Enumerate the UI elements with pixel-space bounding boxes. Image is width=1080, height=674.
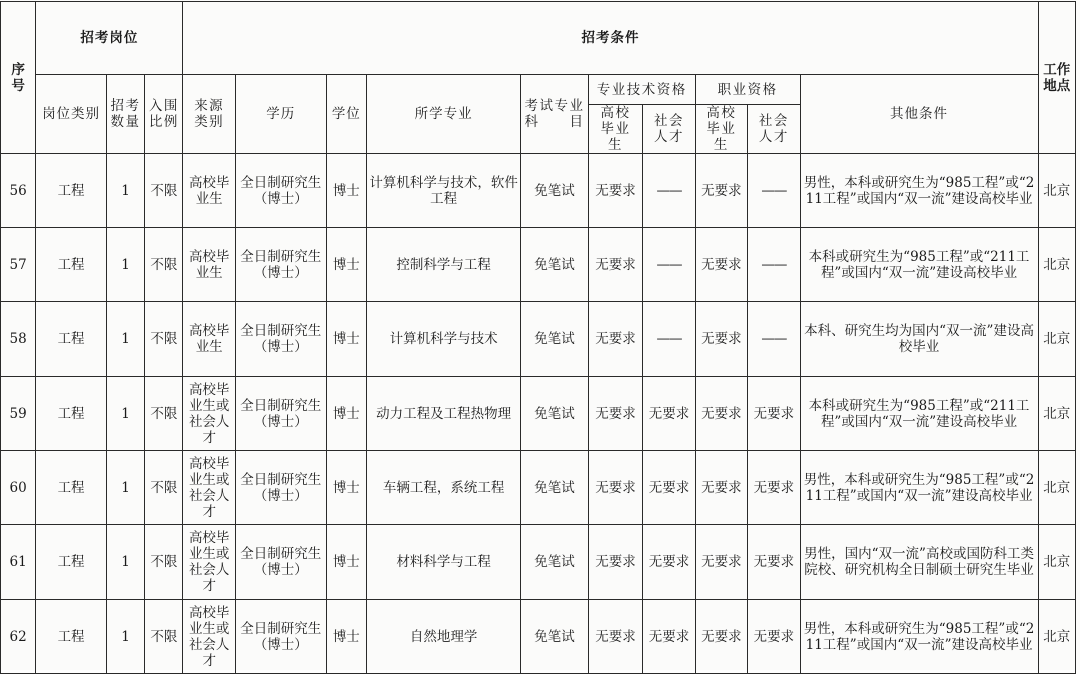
row-seq: 57 bbox=[1, 228, 36, 302]
row-work-location: 北京 bbox=[1038, 154, 1075, 228]
row-position-type: 工程 bbox=[36, 525, 107, 600]
row-work-location: 北京 bbox=[1038, 451, 1075, 525]
row-exam-subject: 免笔试 bbox=[521, 154, 589, 228]
row-major: 计算机科学与技术，软件工程 bbox=[366, 154, 520, 228]
row-exam-subject: 免笔试 bbox=[521, 600, 589, 674]
table-row bbox=[1, 377, 1076, 451]
row-tech-graduate: 无要求 bbox=[588, 154, 642, 228]
row-recruit-count: 1 bbox=[106, 228, 144, 302]
row-tech-social: 无要求 bbox=[643, 451, 695, 525]
work-location-header: 工作地点 bbox=[1038, 2, 1075, 154]
tech-qualification-header: 专业技术资格 bbox=[588, 75, 695, 105]
major-header: 所学专业 bbox=[366, 75, 520, 154]
row-recruit-count: 1 bbox=[106, 154, 144, 228]
row-tech-graduate: 无要求 bbox=[588, 451, 642, 525]
table-row bbox=[1, 228, 1076, 302]
row-degree: 博士 bbox=[326, 451, 366, 525]
row-source-type: 高校毕业生 bbox=[183, 228, 235, 302]
row-source-type: 高校毕业生或社会人才 bbox=[183, 600, 235, 674]
row-tech-social: —— bbox=[643, 154, 695, 228]
row-seq: 56 bbox=[1, 154, 36, 228]
row-interview-ratio: 不限 bbox=[145, 525, 183, 600]
row-source-type: 高校毕业生或社会人才 bbox=[183, 525, 235, 600]
other-conditions-header: 其他条件 bbox=[800, 75, 1038, 154]
row-interview-ratio: 不限 bbox=[145, 377, 183, 451]
row-exam-subject: 免笔试 bbox=[521, 228, 589, 302]
job-graduate-header: 高校毕业生 bbox=[695, 105, 747, 154]
row-tech-social: 无要求 bbox=[643, 525, 695, 600]
interview-ratio-header: 入围比例 bbox=[145, 75, 183, 154]
row-exam-subject: 免笔试 bbox=[521, 525, 589, 600]
row-seq: 58 bbox=[1, 302, 36, 377]
row-recruit-count: 1 bbox=[106, 525, 144, 600]
position-type-header: 岗位类别 bbox=[36, 75, 107, 154]
row-major: 控制科学与工程 bbox=[366, 228, 520, 302]
conditions-group-header: 招考条件 bbox=[183, 2, 1038, 75]
row-recruit-count: 1 bbox=[106, 377, 144, 451]
row-job-graduate: 无要求 bbox=[695, 451, 747, 525]
source-type-header: 来源类别 bbox=[183, 75, 235, 154]
row-interview-ratio: 不限 bbox=[145, 600, 183, 674]
table-row bbox=[1, 525, 1076, 600]
table-row bbox=[1, 302, 1076, 377]
row-job-social: 无要求 bbox=[748, 377, 800, 451]
header-row-top bbox=[1, 2, 1076, 75]
row-job-graduate: 无要求 bbox=[695, 377, 747, 451]
recruit-count-header: 招考数量 bbox=[106, 75, 144, 154]
row-position-type: 工程 bbox=[36, 302, 107, 377]
row-job-social: 无要求 bbox=[748, 451, 800, 525]
row-recruit-count: 1 bbox=[106, 600, 144, 674]
row-interview-ratio: 不限 bbox=[145, 451, 183, 525]
row-tech-graduate: 无要求 bbox=[588, 377, 642, 451]
row-source-type: 高校毕业生或社会人才 bbox=[183, 377, 235, 451]
row-degree: 博士 bbox=[326, 154, 366, 228]
row-tech-social: —— bbox=[643, 228, 695, 302]
row-position-type: 工程 bbox=[36, 600, 107, 674]
row-exam-subject: 免笔试 bbox=[521, 377, 589, 451]
row-seq: 60 bbox=[1, 451, 36, 525]
row-major: 车辆工程，系统工程 bbox=[366, 451, 520, 525]
row-position-type: 工程 bbox=[36, 377, 107, 451]
row-education: 全日制研究生（博士） bbox=[235, 228, 326, 302]
position-group-header: 招考岗位 bbox=[36, 2, 183, 75]
row-source-type: 高校毕业生 bbox=[183, 154, 235, 228]
row-work-location: 北京 bbox=[1038, 302, 1075, 377]
row-education: 全日制研究生（博士） bbox=[235, 302, 326, 377]
row-exam-subject: 免笔试 bbox=[521, 302, 589, 377]
tech-social-header: 社会人才 bbox=[643, 105, 695, 154]
row-education: 全日制研究生（博士） bbox=[235, 525, 326, 600]
row-major: 动力工程及工程热物理 bbox=[366, 377, 520, 451]
row-major: 计算机科学与技术 bbox=[366, 302, 520, 377]
row-degree: 博士 bbox=[326, 228, 366, 302]
recruitment-table bbox=[0, 1, 1076, 674]
row-other-conditions: 本科或研究生为“985工程”或“211工程”或国内“双一流”建设高校毕业 bbox=[800, 377, 1038, 451]
row-job-social: —— bbox=[748, 228, 800, 302]
table-row bbox=[1, 451, 1076, 525]
row-education: 全日制研究生（博士） bbox=[235, 451, 326, 525]
row-other-conditions: 男性，本科或研究生为“985工程”或“211工程”或国内“双一流”建设高校毕业 bbox=[800, 600, 1038, 674]
row-interview-ratio: 不限 bbox=[145, 154, 183, 228]
table-row bbox=[1, 600, 1076, 674]
row-position-type: 工程 bbox=[36, 451, 107, 525]
education-header: 学历 bbox=[235, 75, 326, 154]
row-other-conditions: 本科或研究生为“985工程”或“211工程”或国内“双一流”建设高校毕业 bbox=[800, 228, 1038, 302]
row-seq: 59 bbox=[1, 377, 36, 451]
row-work-location: 北京 bbox=[1038, 525, 1075, 600]
row-job-graduate: 无要求 bbox=[695, 154, 747, 228]
row-other-conditions: 男性，国内“双一流”高校或国防科工类院校、研究机构全日制硕士研究生毕业 bbox=[800, 525, 1038, 600]
row-job-graduate: 无要求 bbox=[695, 302, 747, 377]
row-tech-social: —— bbox=[643, 302, 695, 377]
row-major: 材料科学与工程 bbox=[366, 525, 520, 600]
job-social-header: 社会人才 bbox=[748, 105, 800, 154]
row-seq: 62 bbox=[1, 600, 36, 674]
row-interview-ratio: 不限 bbox=[145, 228, 183, 302]
row-tech-graduate: 无要求 bbox=[588, 302, 642, 377]
seq-header: 序号 bbox=[1, 2, 36, 154]
row-exam-subject: 免笔试 bbox=[521, 451, 589, 525]
table-row bbox=[1, 154, 1076, 228]
row-degree: 博士 bbox=[326, 377, 366, 451]
row-tech-graduate: 无要求 bbox=[588, 228, 642, 302]
row-interview-ratio: 不限 bbox=[145, 302, 183, 377]
row-seq: 61 bbox=[1, 525, 36, 600]
row-education: 全日制研究生（博士） bbox=[235, 377, 326, 451]
row-education: 全日制研究生（博士） bbox=[235, 154, 326, 228]
tech-graduate-header: 高校毕业生 bbox=[588, 105, 642, 154]
row-degree: 博士 bbox=[326, 525, 366, 600]
exam-subject-header: 考试专业科 目 bbox=[521, 75, 589, 154]
row-tech-social: 无要求 bbox=[643, 377, 695, 451]
row-recruit-count: 1 bbox=[106, 302, 144, 377]
row-other-conditions: 男性，本科或研究生为“985工程”或“211工程”或国内“双一流”建设高校毕业 bbox=[800, 451, 1038, 525]
row-other-conditions: 本科、研究生均为国内“双一流”建设高校毕业 bbox=[800, 302, 1038, 377]
row-position-type: 工程 bbox=[36, 154, 107, 228]
row-degree: 博士 bbox=[326, 302, 366, 377]
row-work-location: 北京 bbox=[1038, 377, 1075, 451]
row-education: 全日制研究生（博士） bbox=[235, 600, 326, 674]
row-tech-social: 无要求 bbox=[643, 600, 695, 674]
row-tech-graduate: 无要求 bbox=[588, 525, 642, 600]
row-tech-graduate: 无要求 bbox=[588, 600, 642, 674]
row-source-type: 高校毕业生或社会人才 bbox=[183, 451, 235, 525]
job-qualification-header: 职业资格 bbox=[695, 75, 800, 105]
row-job-graduate: 无要求 bbox=[695, 228, 747, 302]
row-job-social: 无要求 bbox=[748, 600, 800, 674]
row-work-location: 北京 bbox=[1038, 600, 1075, 674]
row-job-social: 无要求 bbox=[748, 525, 800, 600]
row-work-location: 北京 bbox=[1038, 228, 1075, 302]
row-other-conditions: 男性，本科或研究生为“985工程”或“211工程”或国内“双一流”建设高校毕业 bbox=[800, 154, 1038, 228]
row-job-social: —— bbox=[748, 154, 800, 228]
header-row-middle bbox=[1, 75, 1076, 105]
degree-header: 学位 bbox=[326, 75, 366, 154]
row-recruit-count: 1 bbox=[106, 451, 144, 525]
row-job-graduate: 无要求 bbox=[695, 600, 747, 674]
row-job-graduate: 无要求 bbox=[695, 525, 747, 600]
row-degree: 博士 bbox=[326, 600, 366, 674]
row-job-social: —— bbox=[748, 302, 800, 377]
row-position-type: 工程 bbox=[36, 228, 107, 302]
row-source-type: 高校毕业生 bbox=[183, 302, 235, 377]
row-major: 自然地理学 bbox=[366, 600, 520, 674]
